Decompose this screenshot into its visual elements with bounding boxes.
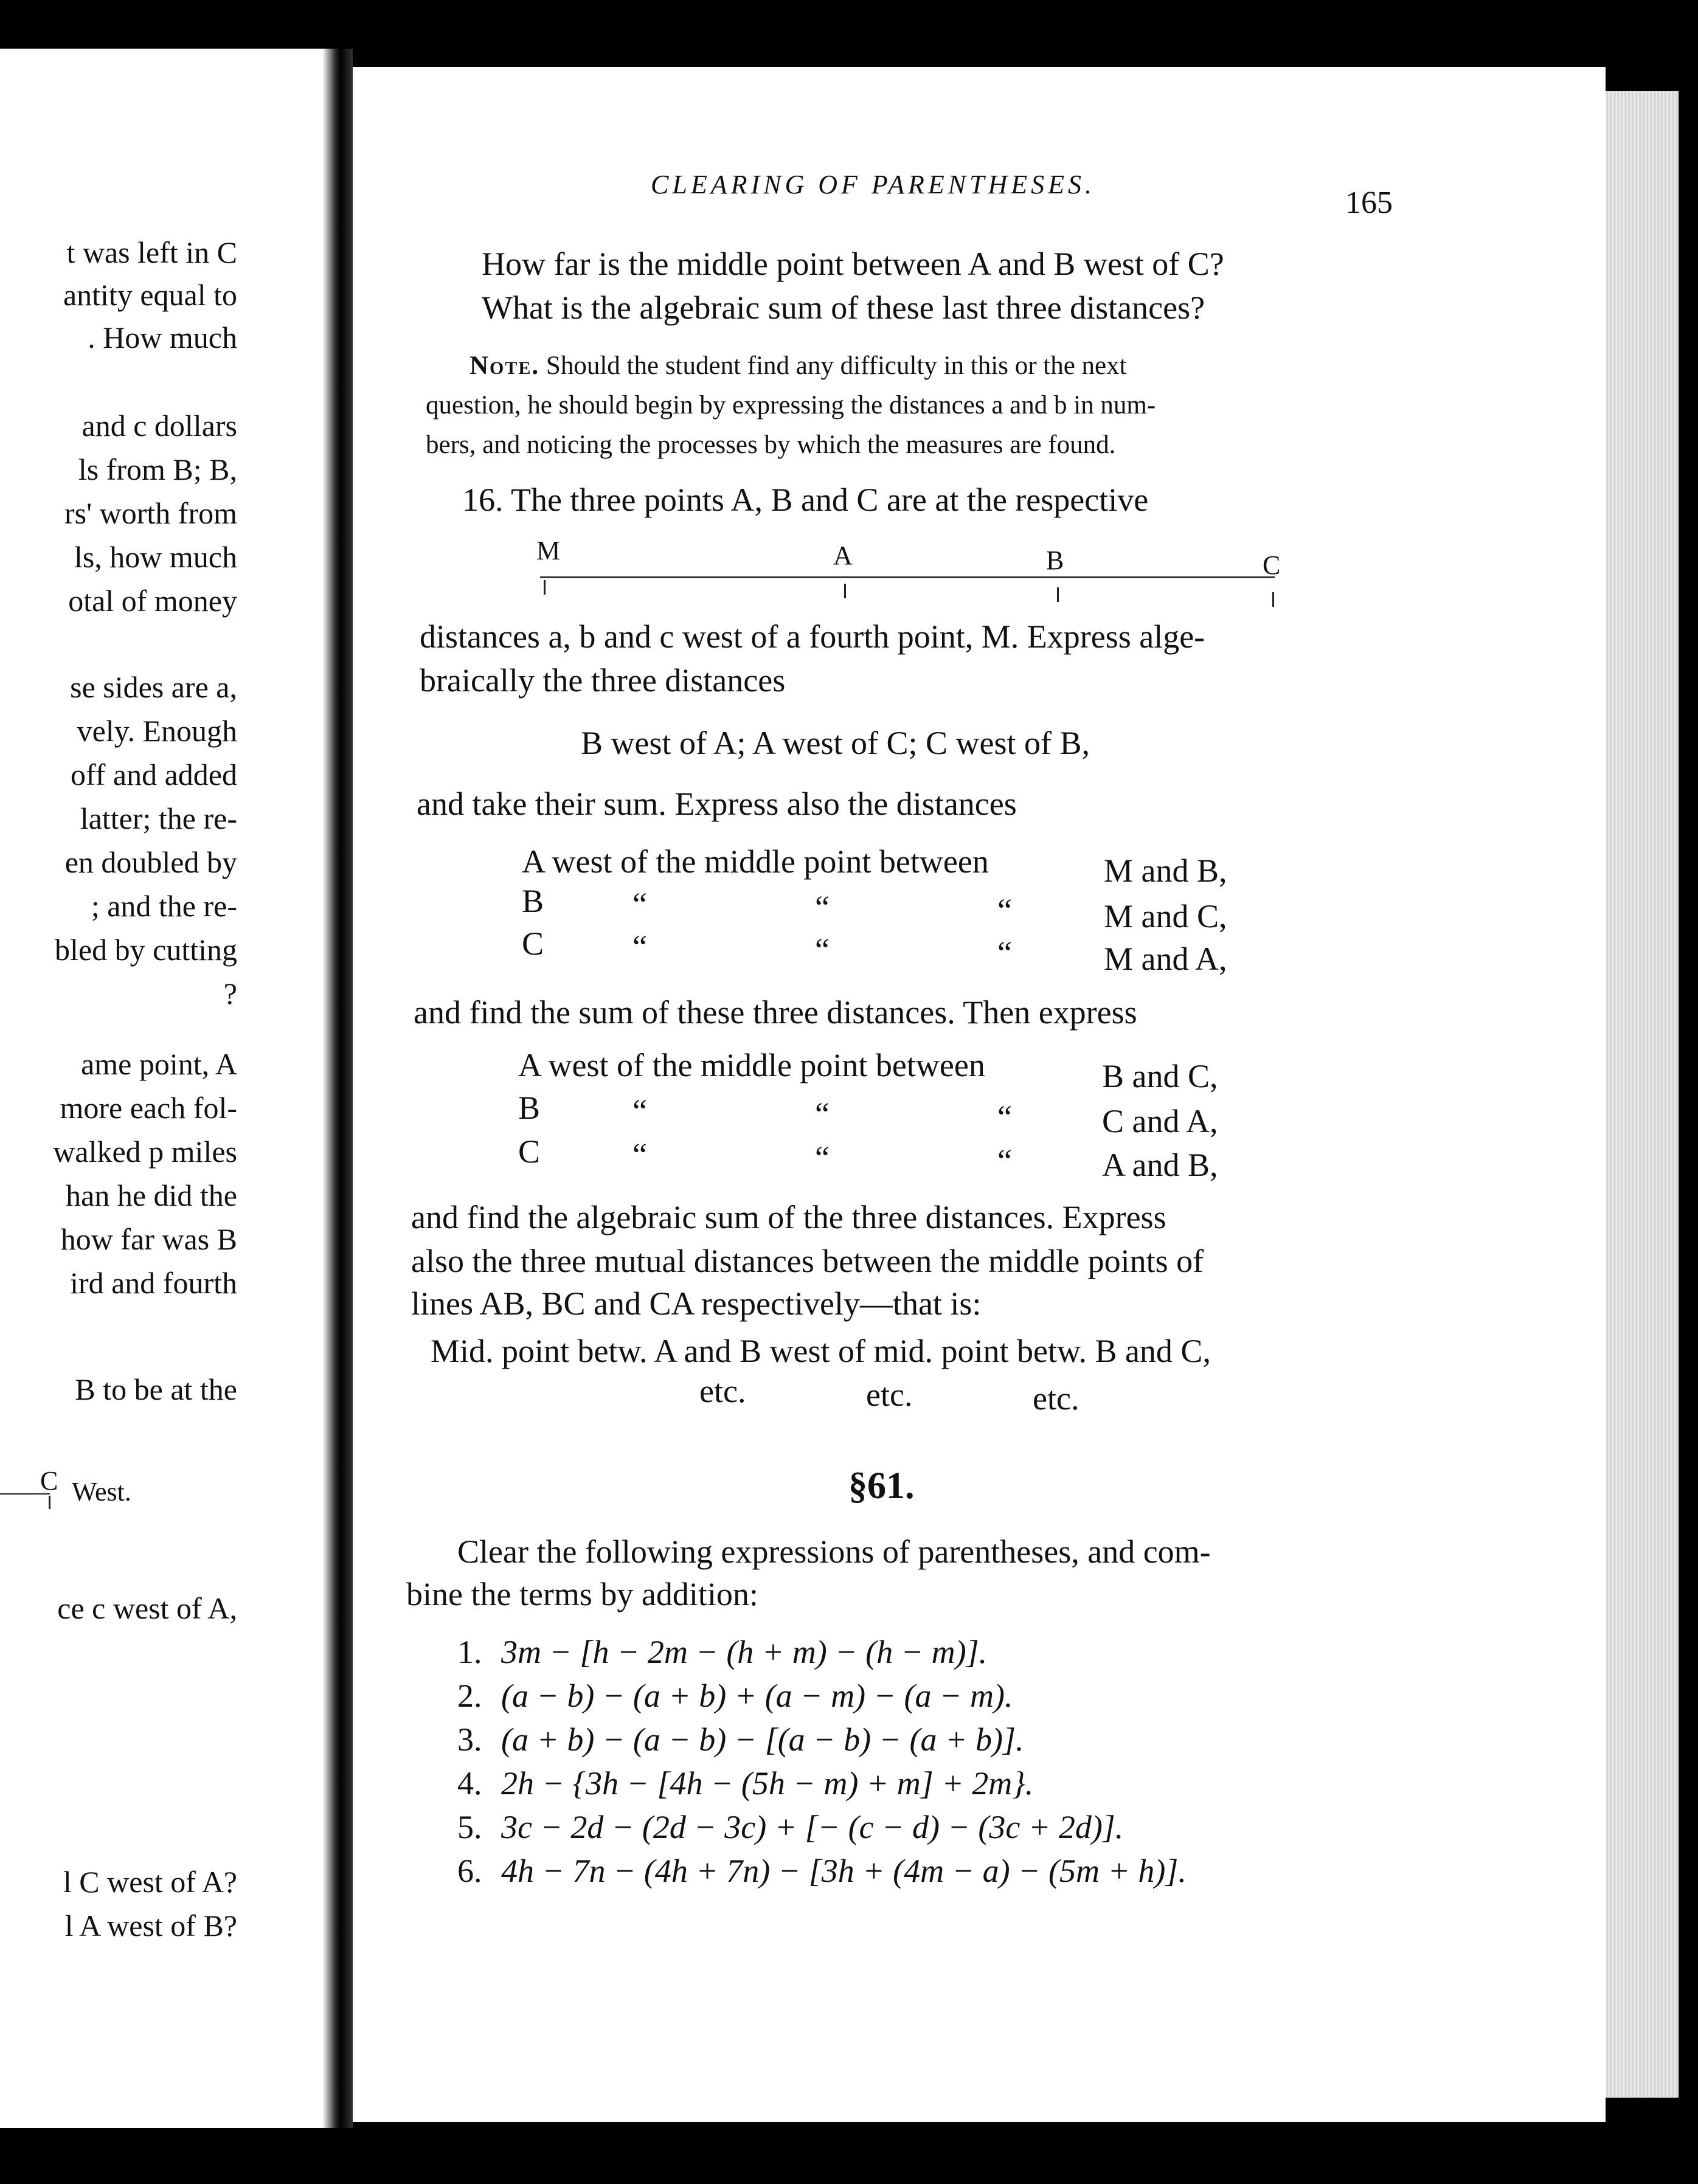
exercise-expression: 3m − [h − 2m − (h + m) − (h − m)]. [501,1634,988,1670]
left-line: latter; the re- [80,801,237,835]
distance-row-end: C and A, [1102,1103,1218,1139]
point-label-c: C [1263,550,1281,580]
left-line: ame point, A [81,1047,237,1081]
point-tick [844,584,846,598]
exercise-row [457,1808,1123,1847]
distance-row-end: B and C, [1102,1058,1218,1094]
left-line: en doubled by [64,845,237,879]
left-line: ce c west of A, [57,1591,237,1625]
ditto-mark: “ [815,931,830,968]
left-line: more each fol- [60,1091,237,1125]
exercise-expression: (a − b) − (a + b) + (a − m) − (a − m). [501,1678,1013,1714]
exercise-row [457,1720,1024,1759]
section-intro: bine the terms by addition: [406,1576,758,1612]
exercise-row [457,1676,1013,1715]
etc-label: etc. [866,1377,913,1413]
etc-label: etc. [1033,1380,1079,1417]
distance-row-end: A and B, [1102,1147,1218,1183]
problem-number: 16. [462,482,504,518]
distance-row-end: M and A, [1104,941,1227,977]
distance-row-point: C [522,925,544,962]
exercise-row [457,1764,1033,1803]
ditto-mark: “ [632,1136,647,1173]
point-label-b: B [1046,545,1064,575]
ditto-mark: “ [815,1096,830,1132]
left-line: rs' worth from [64,496,237,530]
points-diagram [535,535,1283,620]
left-line: ? [223,976,237,1011]
etc-label: etc. [699,1373,746,1409]
point-tick [544,580,546,595]
exercise-expression: (a + b) − (a − b) − [(a − b) − (a + b)]. [501,1721,1024,1758]
page-number: 165 [1345,185,1393,220]
left-line: how far was B [60,1222,237,1256]
point-label-m: M [536,536,561,565]
distance-row-point: C [518,1133,541,1170]
section-heading: §61. [848,1465,915,1507]
diagram-line [540,576,1275,578]
ditto-mark: “ [632,886,647,922]
exercise-expression: 4h − 7n − (4h + 7n) − [3h + (4m − a) − (5m + h)]. [501,1853,1187,1889]
book-gutter [322,49,353,2128]
exercise-row [457,1633,987,1671]
ditto-mark: “ [997,892,1012,928]
ditto-mark: “ [997,1142,1012,1179]
left-line: off and added [71,758,237,792]
intro-line: How far is the middle point between A and B west of C? [482,246,1224,282]
running-header: CLEARING OF PARENTHESES. [651,170,1096,199]
problem-text: The three points A, B and C are at the respective [511,482,1149,518]
left-line: . How much [88,320,237,354]
section-intro: Clear the following expressions of parentheses, and com- [457,1533,1211,1570]
ditto-mark: “ [632,928,647,965]
exercise-row [457,1851,1187,1890]
note-label: Note. [470,351,540,380]
left-line: walked p miles [53,1135,237,1169]
ditto-mark: “ [632,1093,647,1129]
left-line: ; and the re- [91,889,237,923]
distance-row-end: M and C, [1104,898,1227,935]
left-line: otal of money [68,584,237,618]
ditto-mark: “ [997,1099,1012,1135]
left-line: t was left in C [66,235,237,269]
problem-16-line: also the three mutual distances between the middle points of [411,1243,1204,1279]
problem-16-line: and find the sum of these three distances. Then express [414,994,1137,1031]
left-line: se sides are a, [70,670,237,704]
distance-row-point: B [518,1090,541,1126]
left-line: l A west of B? [64,1909,237,1943]
ditto-mark: “ [815,1139,830,1176]
problem-16-line: and find the algebraic sum of the three distances. Express [411,1199,1166,1235]
problem-16-line [462,480,1148,519]
left-line: bled by cutting [55,933,237,967]
note-line: bers, and noticing the processes by which the measures are found. [426,430,1116,459]
problem-16-line: and take their sum. Express also the distances [417,786,1017,822]
distance-row-end: M and B, [1104,852,1227,889]
exercise-number: 1. [457,1634,482,1670]
distance-row-point: B [522,883,544,919]
left-line: and c dollars [81,409,237,443]
exercise-number: 6. [457,1853,482,1889]
point-label-a: A [833,541,853,570]
left-line: B to be at the [75,1372,237,1406]
left-line: vely. Enough [77,714,237,748]
problem-16-line: braically the three distances [420,662,786,699]
note-line: question, he should begin by expressing the distances a and b in num- [426,391,1156,420]
problem-16-line: distances a, b and c west of a fourth point, M. Express alge- [420,618,1205,655]
ditto-mark: “ [815,889,830,925]
left-line: ls from B; B, [78,452,237,486]
left-diagram-direction: West. [72,1477,131,1507]
exercise-number: 5. [457,1809,482,1845]
note-text: Should the student find any difficulty in this or the next [546,351,1127,380]
left-line: l C west of A? [63,1865,237,1899]
problem-16-centered: B west of A; A west of C; C west of B, [581,725,1090,761]
exercise-expression: 3c − 2d − (2d − 3c) + [− (c − d) − (3c + 2d)]. [501,1809,1124,1845]
problem-16-line: lines AB, BC and CA respectively—that is: [411,1285,982,1322]
point-tick [1272,592,1274,607]
left-line: antity equal to [63,278,237,312]
left-line: ird and fourth [70,1266,237,1300]
exercise-number: 2. [457,1678,482,1714]
exercise-expression: 2h − {3h − [4h − (5h − m) + m] + 2m}. [501,1765,1034,1802]
point-tick [1057,587,1059,602]
distance-row-lead: A west of the middle point between [518,1047,985,1083]
left-diagram [0,1465,243,1520]
intro-line: What is the algebraic sum of these last three distances? [482,289,1205,326]
left-page [0,49,322,2128]
distance-row [522,842,989,881]
left-line: han he did the [66,1178,237,1212]
left-diagram-tick [49,1496,50,1509]
note-line [470,347,1127,385]
ditto-mark: “ [997,935,1012,971]
left-line: ls, how much [74,540,237,574]
left-diagram-label: C [40,1466,58,1496]
exercise-number: 4. [457,1765,482,1802]
page-edges [1606,91,1679,2098]
problem-16-line: Mid. point betw. A and B west of mid. point betw. B and C, [431,1333,1211,1369]
distance-row-lead: A west of the middle point between [522,843,989,880]
exercise-number: 3. [457,1721,482,1758]
distance-row [518,1046,985,1085]
